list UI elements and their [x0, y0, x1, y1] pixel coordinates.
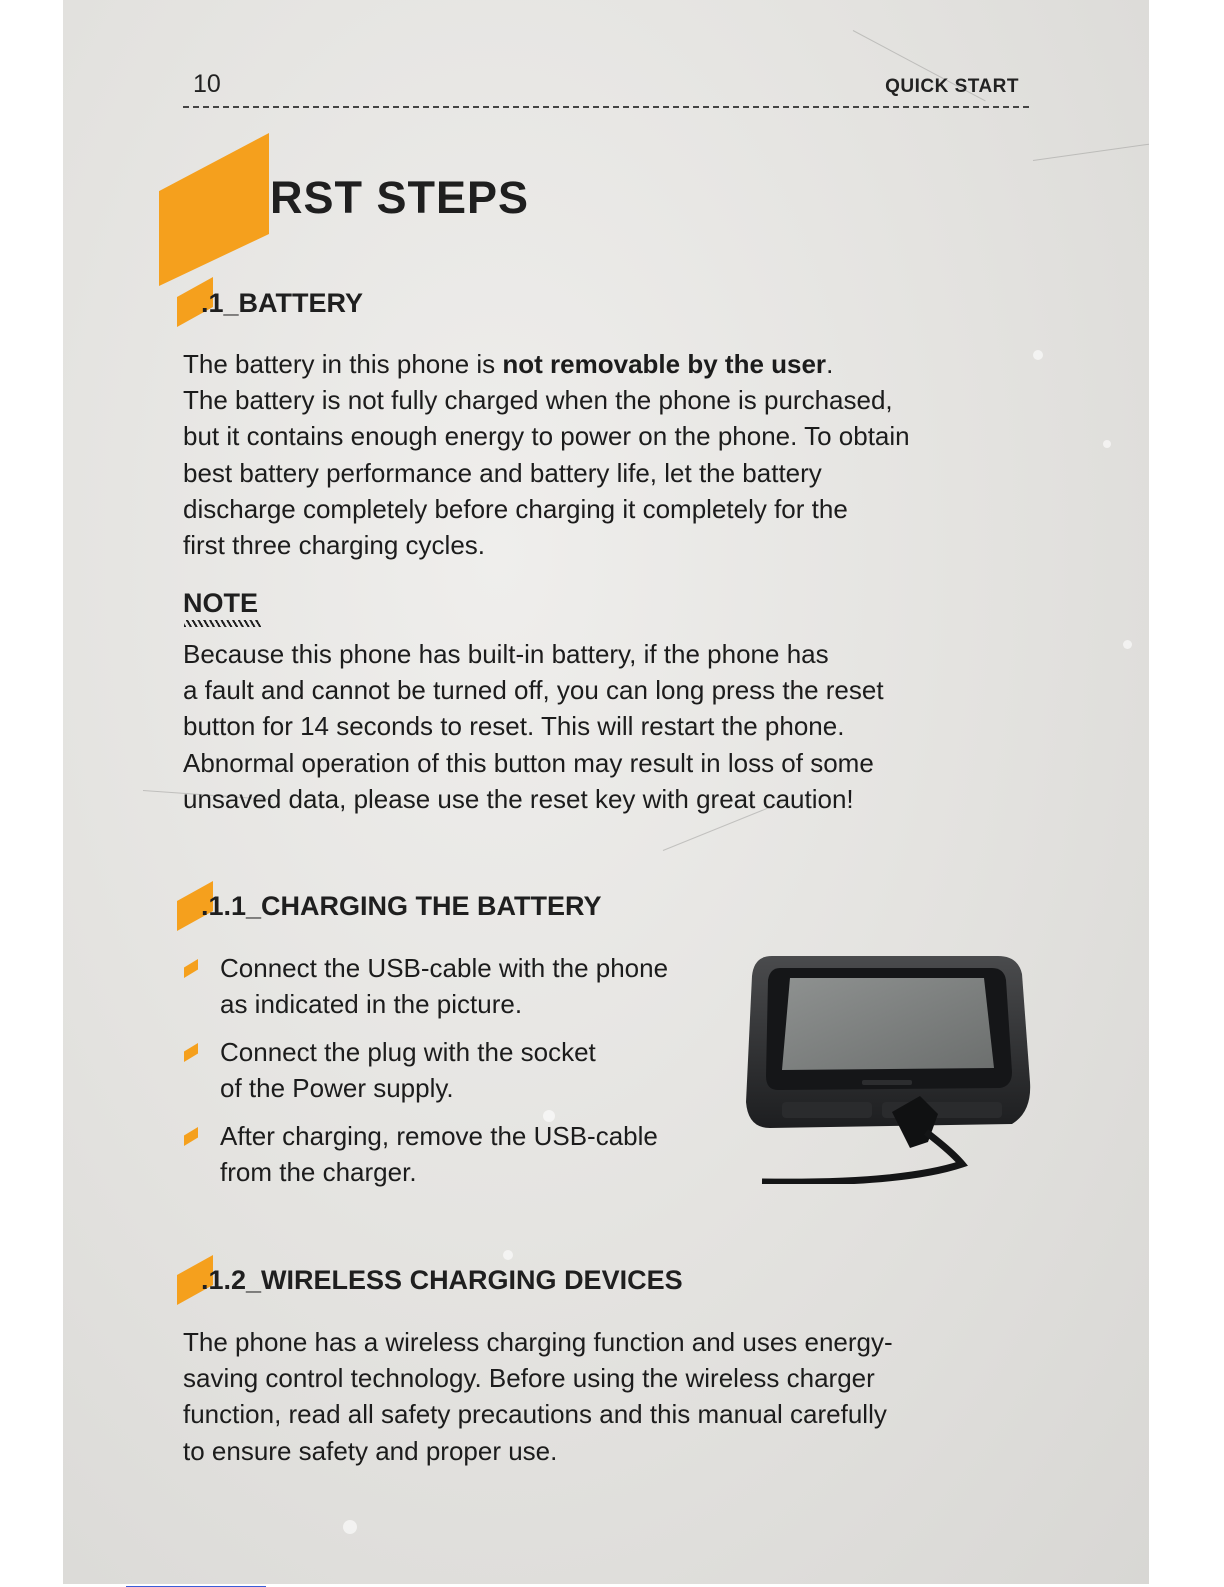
list-item-line: After charging, remove the USB-cable [220, 1121, 658, 1151]
battery-line: but it contains enough energy to power on the phone. To obtain [183, 421, 910, 452]
header-divider [183, 106, 1029, 108]
battery-intro-emphasis: not removable by the user [502, 349, 827, 379]
list-item-line: of the Power supply. [220, 1073, 454, 1103]
wireless-line: function, read all safety precautions and this manual carefully [183, 1399, 887, 1430]
note-line: Abnormal operation of this button may result in loss of some [183, 747, 874, 778]
running-head: QUICK START [885, 76, 1019, 97]
section-heading-wireless: .1.2_WIRELESS CHARGING DEVICES [201, 1265, 683, 1295]
bullet-icon [184, 1127, 198, 1146]
chapter-title: RST STEPS [270, 172, 530, 223]
note-line: unsaved data, please use the reset key with great caution! [183, 783, 854, 814]
battery-intro-end: . [826, 349, 834, 379]
page-number: 10 [193, 70, 221, 98]
section-heading-battery: .1_BATTERY [201, 288, 364, 318]
list-item-line: from the charger. [220, 1157, 417, 1187]
list-item [183, 1118, 743, 1190]
note-underline-hatch [184, 620, 261, 627]
list-item [183, 1034, 743, 1106]
bullet-icon [184, 1043, 198, 1062]
battery-paragraph [183, 346, 1033, 563]
list-item-line: Connect the plug with the socket [220, 1037, 596, 1067]
list-item [183, 950, 743, 1022]
battery-line: first three charging cycles. [183, 530, 486, 561]
wireless-paragraph [183, 1324, 1033, 1469]
battery-intro-text: The battery in this phone is [183, 349, 503, 379]
charging-steps-list [183, 950, 743, 1202]
note-label: NOTE [183, 588, 259, 618]
list-item-line: Connect the USB-cable with the phone [220, 953, 669, 983]
section-heading-charging: .1.1_CHARGING THE BATTERY [201, 891, 602, 921]
note-paragraph [183, 636, 1033, 817]
battery-line: The battery is not fully charged when the phone is purchased, [183, 385, 893, 416]
wireless-line: to ensure safety and proper use. [183, 1435, 558, 1466]
battery-line: discharge completely before charging it completely for the [183, 493, 848, 524]
list-item-line: as indicated in the picture. [220, 989, 523, 1019]
note-line: button for 14 seconds to reset. This will restart the phone. [183, 711, 845, 742]
wireless-line: The phone has a wireless charging function and uses energy- [183, 1327, 893, 1357]
note-line: Because this phone has built-in battery, if the phone has [183, 639, 829, 669]
phone-charging-photo [742, 952, 1032, 1184]
battery-line: best battery performance and battery life, let the battery [183, 457, 822, 488]
bullet-icon [184, 959, 198, 978]
note-line: a fault and cannot be turned off, you can long press the reset [183, 675, 884, 706]
wireless-line: saving control technology. Before using the wireless charger [183, 1363, 875, 1394]
